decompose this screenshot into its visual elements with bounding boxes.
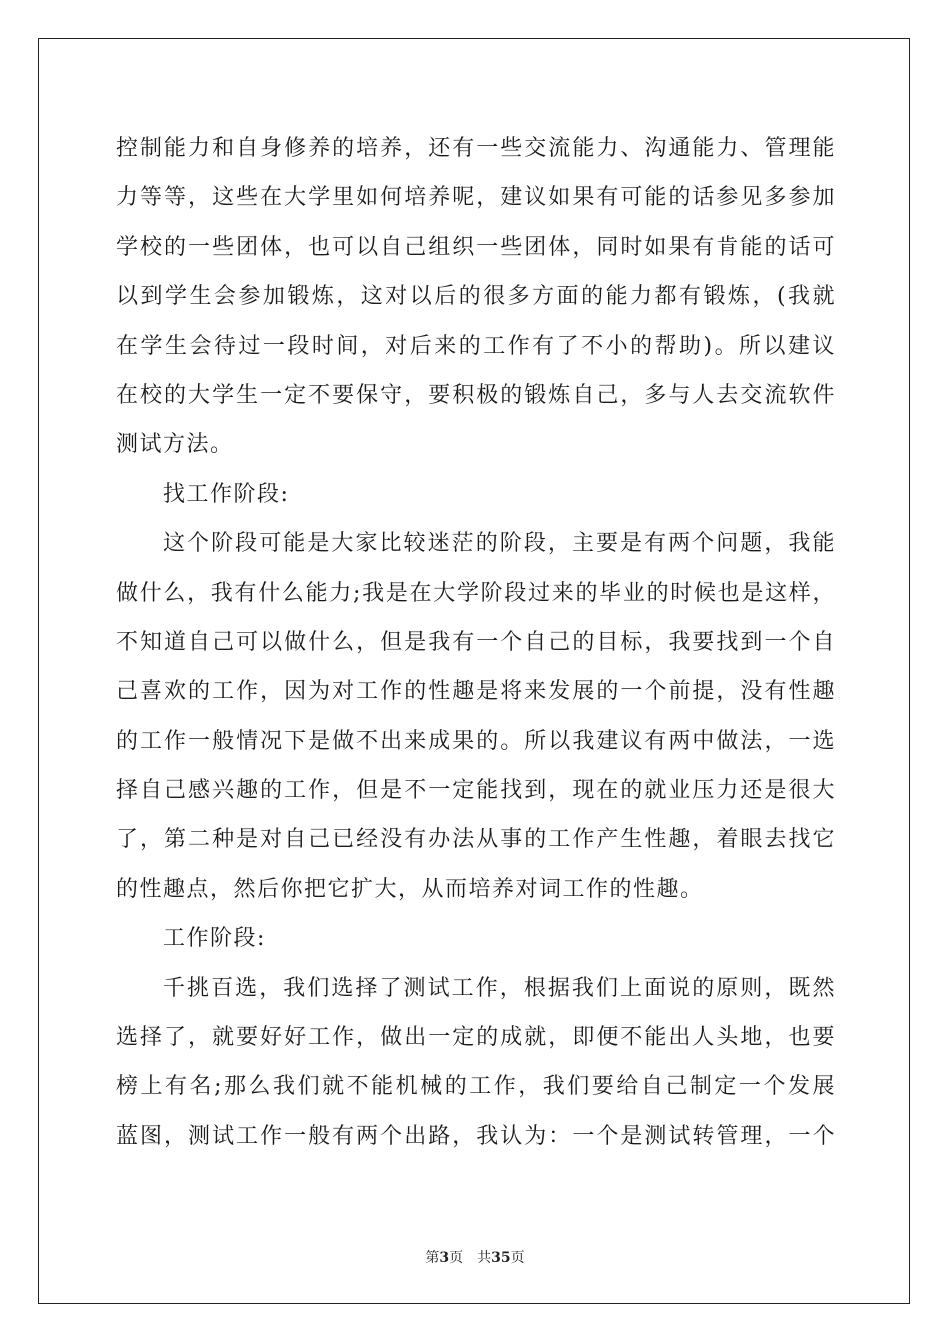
text-line: 择自己感兴趣的工作，但是不一定能找到，现在的就业压力还是很大 bbox=[116, 778, 836, 804]
page-total-number: 35 bbox=[491, 1250, 511, 1266]
text-line: 选择了，就要好好工作，做出一定的成就，即便不能出人头地，也要 bbox=[116, 1025, 836, 1051]
text-line: 力等等，这些在大学里如何培养呢，建议如果有可能的话参见多参加 bbox=[116, 185, 836, 211]
text-line: 了，第二种是对自己已经没有办法从事的工作产生性趣，着眼去找它 bbox=[116, 827, 836, 853]
text-line: 的工作一般情况下是做不出来成果的。所以我建议有两中做法，一选 bbox=[116, 728, 836, 754]
text-line: 己喜欢的工作，因为对工作的性趣是将来发展的一个前提，没有性趣 bbox=[116, 679, 836, 705]
text-line: 这个阶段可能是大家比较迷茫的阶段，主要是有两个问题，我能 bbox=[163, 531, 836, 557]
text-line: 蓝图，测试工作一般有两个出路，我认为：一个是测试转管理，一个 bbox=[116, 1123, 836, 1149]
document-body bbox=[116, 124, 836, 1161]
text-line: 在学生会待过一段时间，对后来的工作有了不小的帮助)。所以建议 bbox=[116, 333, 836, 359]
page-unit: 页 bbox=[449, 1250, 464, 1266]
page-footer bbox=[0, 1247, 950, 1267]
total-prefix: 共 bbox=[477, 1250, 492, 1266]
text-line: 做什么，我有什么能力;我是在大学阶段过来的毕业的时候也是这样， bbox=[116, 580, 836, 606]
text-line: 的性趣点，然后你把它扩大，从而培养对词工作的性趣。 bbox=[116, 876, 704, 902]
page-prefix: 第 bbox=[425, 1250, 440, 1266]
section-heading: 找工作阶段: bbox=[163, 481, 290, 507]
text-line: 控制能力和自身修养的培养，还有一些交流能力、沟通能力、管理能 bbox=[116, 136, 836, 161]
page-current-number: 3 bbox=[439, 1250, 450, 1266]
section-heading: 工作阶段: bbox=[163, 926, 266, 952]
text-line: 千挑百选，我们选择了测试工作，根据我们上面说的原则，既然 bbox=[163, 975, 836, 1001]
text-line: 不知道自己可以做什么，但是我有一个自己的目标，我要找到一个自 bbox=[116, 629, 836, 655]
text-line: 在校的大学生一定不要保守，要积极的锻炼自己，多与人去交流软件 bbox=[116, 382, 836, 408]
total-unit: 页 bbox=[510, 1250, 525, 1266]
text-line: 测试方法。 bbox=[116, 432, 234, 458]
text-line: 以到学生会参加锻炼，这对以后的很多方面的能力都有锻炼，(我就 bbox=[116, 284, 836, 310]
text-line: 榜上有名;那么我们就不能机械的工作，我们要给自己制定一个发展 bbox=[116, 1074, 836, 1100]
text-line: 学校的一些团体，也可以自己组织一些团体，同时如果有肯能的话可 bbox=[116, 234, 836, 260]
